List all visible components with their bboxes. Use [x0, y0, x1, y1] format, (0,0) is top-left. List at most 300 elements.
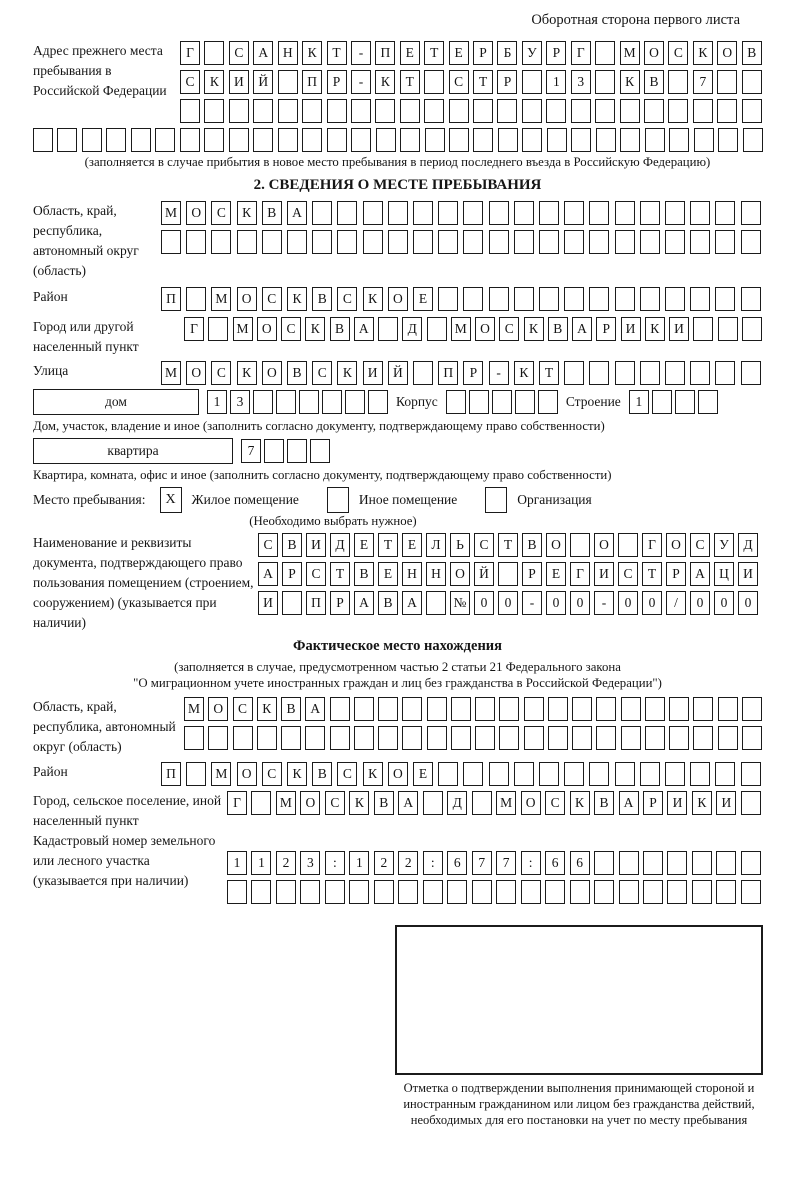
option-other-premises-label: Иное помещение: [358, 492, 458, 507]
char-box: 1: [546, 70, 566, 94]
char-box: В: [287, 361, 307, 385]
char-box: С: [337, 762, 357, 786]
char-box: [463, 201, 483, 225]
char-box: В: [522, 533, 542, 557]
char-box: [514, 762, 534, 786]
char-box: [742, 697, 762, 721]
char-box: [186, 762, 206, 786]
char-box: [741, 880, 761, 904]
char-box: О: [521, 791, 541, 815]
char-box: [669, 128, 689, 152]
char-box: [472, 791, 492, 815]
char-box: [425, 128, 445, 152]
char-box: 2: [276, 851, 296, 875]
char-box: [253, 128, 273, 152]
char-box: [438, 762, 458, 786]
char-box: [378, 697, 398, 721]
char-row: [184, 697, 762, 721]
char-box: 6: [570, 851, 590, 875]
char-box: [718, 697, 738, 721]
char-box: [742, 99, 762, 123]
char-box: [287, 230, 307, 254]
fact-city-label: Город, сельское поселение, иной населенный пункт: [33, 793, 222, 828]
fact-field-city: [33, 791, 762, 831]
char-box: [310, 439, 330, 463]
char-box: О: [388, 287, 408, 311]
apartment-number-cells: [241, 439, 330, 463]
fact-region-rows: [184, 697, 762, 750]
char-box: [521, 880, 541, 904]
char-box: В: [374, 791, 394, 815]
char-box: У: [714, 533, 734, 557]
char-box: [492, 390, 512, 414]
house-note: Дом, участок, владение и иное (заполнить согласно документу, подтверждающему право собственности): [33, 419, 605, 433]
char-box: [233, 726, 253, 750]
char-box: [619, 851, 639, 875]
char-box: [522, 99, 542, 123]
char-row: [227, 851, 761, 875]
char-box: 1: [227, 851, 247, 875]
char-box: [472, 880, 492, 904]
char-box: [351, 128, 371, 152]
char-box: О: [450, 562, 470, 586]
char-box: [668, 70, 688, 94]
field-apartment: [33, 438, 762, 464]
char-box: [665, 230, 685, 254]
char-box: С: [325, 791, 345, 815]
char-box: О: [475, 317, 495, 341]
char-box: 3: [300, 851, 320, 875]
char-box: [665, 762, 685, 786]
char-box: Т: [327, 41, 347, 65]
char-box: [327, 99, 347, 123]
char-box: [539, 287, 559, 311]
char-box: 7: [496, 851, 516, 875]
char-box: С: [545, 791, 565, 815]
char-box: [276, 880, 296, 904]
char-box: [668, 99, 688, 123]
char-box: [596, 726, 616, 750]
char-box: [564, 230, 584, 254]
char-box: В: [312, 287, 332, 311]
char-box: [305, 726, 325, 750]
char-box: 3: [571, 70, 591, 94]
field-cadastre: [33, 831, 762, 919]
char-box: А: [572, 317, 592, 341]
char-box: Ь: [450, 533, 470, 557]
char-box: [204, 41, 224, 65]
char-box: К: [305, 317, 325, 341]
street-label: Улица: [33, 363, 69, 378]
char-box: И: [738, 562, 758, 586]
region-rows: [161, 201, 761, 254]
char-box: [741, 791, 761, 815]
char-box: Г: [184, 317, 204, 341]
char-box: 0: [714, 591, 734, 615]
char-box: М: [276, 791, 296, 815]
option-residential-label: Жилое помещение: [191, 492, 299, 507]
char-box: С: [281, 317, 301, 341]
char-box: [640, 762, 660, 786]
char-box: [690, 287, 710, 311]
char-box: [354, 726, 374, 750]
char-box: [186, 287, 206, 311]
char-box: Е: [402, 533, 422, 557]
char-box: [447, 880, 467, 904]
char-box: С: [618, 562, 638, 586]
char-box: [278, 128, 298, 152]
char-box: П: [302, 70, 322, 94]
char-box: [424, 70, 444, 94]
char-box: Е: [378, 562, 398, 586]
char-box: [621, 697, 641, 721]
char-box: [400, 99, 420, 123]
char-row-full-width: [33, 128, 763, 152]
fact-field-region: [33, 697, 762, 757]
char-box: [229, 99, 249, 123]
char-box: К: [287, 287, 307, 311]
char-box: [378, 317, 398, 341]
char-box: [715, 762, 735, 786]
char-box: [690, 762, 710, 786]
char-box: М: [451, 317, 471, 341]
char-box: С: [449, 70, 469, 94]
page-side-note: Оборотная сторона первого листа: [531, 12, 740, 28]
char-box: 3: [230, 390, 250, 414]
char-box: [278, 99, 298, 123]
char-box: В: [312, 762, 332, 786]
char-box: В: [330, 317, 350, 341]
cadastre-label: Кадастровый номер земельного или лесного участка (указывается при наличии): [33, 833, 216, 888]
char-box: С: [337, 287, 357, 311]
cadastre-rows: [227, 851, 761, 904]
char-box: [180, 99, 200, 123]
char-box: К: [645, 317, 665, 341]
char-box: [741, 201, 761, 225]
char-box: Е: [354, 533, 374, 557]
char-box: [131, 128, 151, 152]
char-box: [589, 201, 609, 225]
stroenie-label: Строение: [565, 394, 621, 409]
char-box: [741, 762, 761, 786]
char-box: О: [208, 697, 228, 721]
char-box: [427, 697, 447, 721]
char-box: [489, 287, 509, 311]
char-box: [498, 128, 518, 152]
char-box: [400, 128, 420, 152]
char-box: И: [621, 317, 641, 341]
char-box: 6: [447, 851, 467, 875]
char-box: [278, 70, 298, 94]
char-row: [161, 361, 761, 385]
char-box: [741, 230, 761, 254]
char-box: [312, 201, 332, 225]
char-box: [264, 439, 284, 463]
char-box: Д: [330, 533, 350, 557]
char-box: [564, 287, 584, 311]
char-box: [618, 533, 638, 557]
char-box: [693, 317, 713, 341]
char-row: [258, 533, 758, 557]
char-box: П: [161, 287, 181, 311]
char-box: М: [496, 791, 516, 815]
char-box: Б: [497, 41, 517, 65]
char-box: [208, 726, 228, 750]
prev-address-rows: [180, 41, 762, 123]
char-box: [363, 201, 383, 225]
char-box: Е: [413, 762, 433, 786]
district-label: Район: [33, 289, 68, 304]
char-box: [349, 880, 369, 904]
char-box: [302, 128, 322, 152]
char-box: [438, 287, 458, 311]
char-box: [718, 317, 738, 341]
char-box: С: [690, 533, 710, 557]
char-box: К: [257, 697, 277, 721]
char-box: [423, 880, 443, 904]
field-prev-address: [33, 41, 762, 123]
char-box: Р: [546, 41, 566, 65]
section2-title: 2. СВЕДЕНИЯ О МЕСТЕ ПРЕБЫВАНИЯ: [253, 177, 542, 193]
char-box: С: [233, 697, 253, 721]
char-box: [694, 128, 714, 152]
char-box: [155, 128, 175, 152]
char-box: [589, 287, 609, 311]
char-box: И: [669, 317, 689, 341]
char-box: -: [522, 591, 542, 615]
char-box: [427, 317, 447, 341]
char-box: [547, 128, 567, 152]
char-box: [312, 230, 332, 254]
char-box: В: [262, 201, 282, 225]
char-box: Й: [253, 70, 273, 94]
char-box: [337, 230, 357, 254]
char-box: [424, 99, 444, 123]
char-box: М: [184, 697, 204, 721]
char-row: [161, 762, 761, 786]
char-box: [388, 230, 408, 254]
char-box: [652, 390, 672, 414]
char-box: [741, 361, 761, 385]
char-box: -: [351, 70, 371, 94]
char-box: [693, 726, 713, 750]
char-box: О: [666, 533, 686, 557]
char-box: [572, 697, 592, 721]
field-house: [33, 389, 762, 415]
char-box: [615, 762, 635, 786]
char-box: [594, 851, 614, 875]
char-box: [715, 287, 735, 311]
char-box: [438, 201, 458, 225]
field-document: [33, 533, 762, 631]
char-box: [302, 99, 322, 123]
char-box: [596, 128, 616, 152]
char-box: :: [423, 851, 443, 875]
char-box: [186, 230, 206, 254]
char-box: М: [211, 287, 231, 311]
char-box: С: [312, 361, 332, 385]
char-box: [644, 99, 664, 123]
char-box: [595, 99, 615, 123]
char-box: [643, 851, 663, 875]
char-box: [589, 230, 609, 254]
char-box: [596, 697, 616, 721]
char-box: С: [499, 317, 519, 341]
char-box: 2: [398, 851, 418, 875]
char-box: О: [300, 791, 320, 815]
char-box: [208, 317, 228, 341]
char-box: И: [667, 791, 687, 815]
char-box: Н: [278, 41, 298, 65]
char-box: Р: [282, 562, 302, 586]
char-box: [351, 99, 371, 123]
char-box: [594, 880, 614, 904]
char-box: Г: [570, 562, 590, 586]
char-box: [463, 762, 483, 786]
char-box: А: [354, 591, 374, 615]
char-box: С: [306, 562, 326, 586]
char-row: [184, 317, 762, 341]
char-box: [227, 880, 247, 904]
char-box: [515, 390, 535, 414]
char-box: [690, 230, 710, 254]
apartment-note: Квартира, комната, офис и иное (заполнить согласно документу, подтверждающему право собственности): [33, 468, 612, 482]
house-number-cells: [207, 390, 388, 414]
char-box: [374, 880, 394, 904]
char-box: К: [287, 762, 307, 786]
char-box: Е: [449, 41, 469, 65]
fact-region-label: Область, край, республика, автономный округ (область): [33, 699, 176, 754]
char-box: [413, 230, 433, 254]
char-box: А: [690, 562, 710, 586]
char-box: [262, 230, 282, 254]
char-box: В: [281, 697, 301, 721]
char-box: И: [258, 591, 278, 615]
char-row: [161, 287, 761, 311]
char-box: 1: [251, 851, 271, 875]
char-box: [363, 230, 383, 254]
stamp-caption: Отметка о подтверждении выполнения принимающей стороной и иностранным гражданином или лицом без гражданства действий, необходимых для его постановки на учет по месту пребывания: [403, 1081, 755, 1127]
char-box: Р: [643, 791, 663, 815]
korpus-cells: [446, 390, 558, 414]
char-box: Д: [738, 533, 758, 557]
char-box: [572, 726, 592, 750]
char-box: [514, 230, 534, 254]
char-box: [524, 726, 544, 750]
char-box: [564, 201, 584, 225]
char-box: С: [262, 287, 282, 311]
char-box: [548, 697, 568, 721]
char-box: [368, 390, 388, 414]
char-box: -: [594, 591, 614, 615]
fact-note-line2: "О миграционном учете иностранных граждан и лиц без гражданства в Российской Федерации"): [133, 676, 662, 690]
char-box: [690, 201, 710, 225]
apartment-type-box: квартира: [33, 438, 233, 464]
char-box: К: [337, 361, 357, 385]
char-box: В: [354, 562, 374, 586]
char-box: О: [594, 533, 614, 557]
char-box: [204, 99, 224, 123]
char-box: К: [302, 41, 322, 65]
char-box: [204, 128, 224, 152]
char-box: О: [237, 287, 257, 311]
char-box: [330, 726, 350, 750]
char-box: [548, 726, 568, 750]
char-box: [570, 880, 590, 904]
char-box: :: [325, 851, 345, 875]
char-box: [743, 128, 763, 152]
char-box: [402, 697, 422, 721]
char-box: А: [619, 791, 639, 815]
char-box: 0: [738, 591, 758, 615]
char-box: [715, 361, 735, 385]
char-box: А: [398, 791, 418, 815]
char-box: [330, 697, 350, 721]
char-box: [717, 99, 737, 123]
char-box: [322, 390, 342, 414]
char-box: [451, 726, 471, 750]
char-box: [499, 697, 519, 721]
char-box: Л: [426, 533, 446, 557]
char-box: 0: [642, 591, 662, 615]
char-row: [161, 201, 761, 225]
char-box: К: [692, 791, 712, 815]
char-box: [718, 128, 738, 152]
char-box: [473, 128, 493, 152]
char-box: [693, 99, 713, 123]
char-box: 0: [474, 591, 494, 615]
document-rows: [258, 533, 758, 615]
char-box: [675, 390, 695, 414]
char-box: [620, 99, 640, 123]
char-box: С: [229, 41, 249, 65]
char-box: [423, 791, 443, 815]
char-box: [276, 390, 296, 414]
char-box: Н: [426, 562, 446, 586]
char-box: :: [521, 851, 541, 875]
char-box: Р: [596, 317, 616, 341]
char-box: [282, 591, 302, 615]
char-box: 0: [498, 591, 518, 615]
char-box: Т: [473, 70, 493, 94]
char-box: В: [594, 791, 614, 815]
char-box: [499, 726, 519, 750]
char-box: Е: [400, 41, 420, 65]
char-box: [57, 128, 77, 152]
char-box: [463, 287, 483, 311]
char-box: [595, 70, 615, 94]
char-box: Т: [330, 562, 350, 586]
char-box: И: [229, 70, 249, 94]
char-box: [378, 726, 398, 750]
char-box: [692, 880, 712, 904]
char-box: [645, 128, 665, 152]
char-box: 7: [472, 851, 492, 875]
char-box: [718, 726, 738, 750]
prev-address-label: Адрес прежнего места пребывания в Российской Федерации: [33, 43, 167, 98]
char-box: [589, 762, 609, 786]
char-box: [475, 726, 495, 750]
char-box: О: [186, 201, 206, 225]
checkbox-residential: X: [160, 487, 182, 513]
char-box: М: [620, 41, 640, 65]
char-box: И: [594, 562, 614, 586]
char-box: [640, 230, 660, 254]
char-box: С: [262, 762, 282, 786]
char-box: 2: [374, 851, 394, 875]
char-box: [106, 128, 126, 152]
char-box: Р: [473, 41, 493, 65]
